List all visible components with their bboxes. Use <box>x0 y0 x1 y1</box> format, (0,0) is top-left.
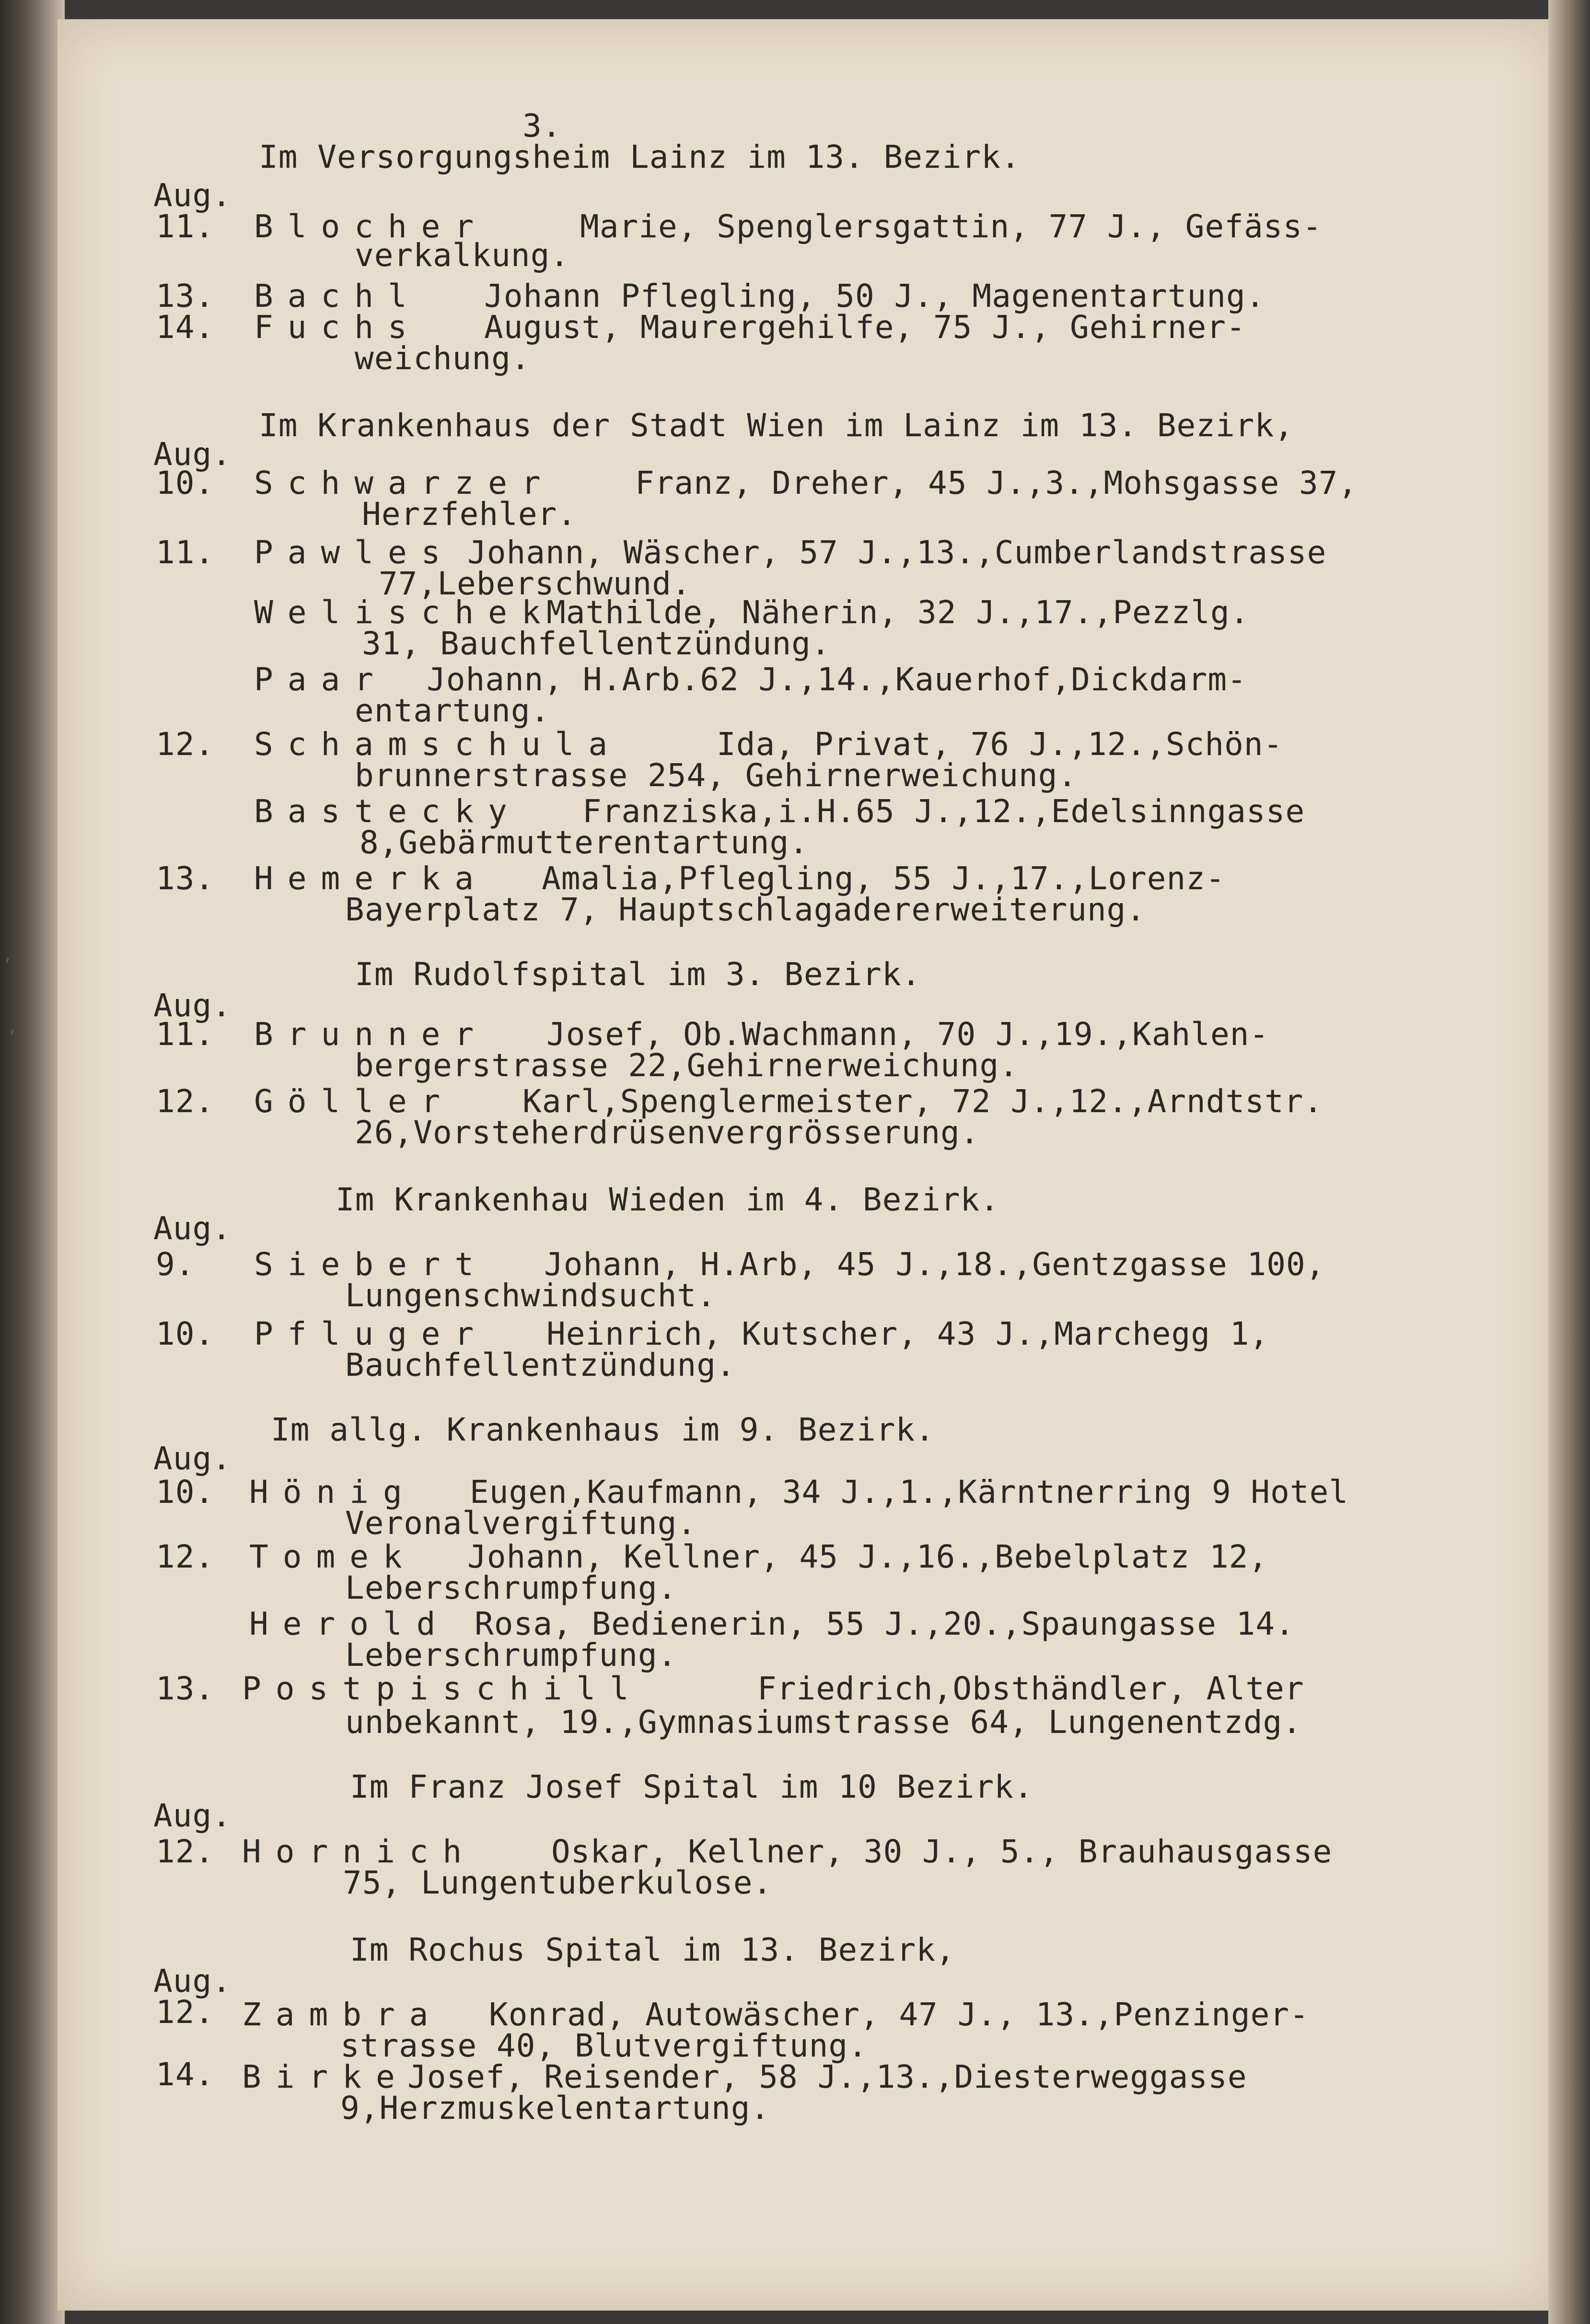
entry-surname: Hornich <box>242 1833 476 1870</box>
entry-surname: Tomek <box>249 1538 417 1575</box>
entry-text: Karl,Spenglermeister, 72 J.,12.,Arndtstr. <box>522 1083 1323 1120</box>
month-label: Aug. <box>153 1797 232 1834</box>
page-edge <box>1548 0 1590 2324</box>
entry-day: 12. <box>156 1994 215 2031</box>
entry-surname: Zambra <box>242 1996 443 2033</box>
section-heading: Im Rudolfspital im 3. Bezirk. <box>355 956 921 993</box>
entry-day: 13. <box>156 1670 215 1707</box>
entry-surname: Göller <box>254 1083 455 1120</box>
entry-text: Heinrich, Kutscher, 43 J.,Marchegg 1, <box>546 1315 1269 1352</box>
entry-text: Franz, Dreher, 45 J.,3.,Mohsgasse 37, <box>635 465 1358 501</box>
entry-text: Lungenschwindsucht. <box>345 1277 716 1314</box>
month-label: Aug. <box>153 1963 232 1999</box>
entry-day: 10. <box>156 1315 215 1352</box>
entry-text: Mathilde, Näherin, 32 J.,17.,Pezzlg. <box>546 594 1250 631</box>
month-label: Aug. <box>153 1440 232 1477</box>
entry-text: Johann, Wäscher, 57 J.,13.,Cumberlandstrasse <box>467 534 1327 571</box>
entry-surname: Pawles <box>254 534 455 571</box>
month-label: Aug. <box>153 177 232 214</box>
entry-surname: Postpischill <box>242 1670 643 1707</box>
entry-day: 11. <box>156 1016 215 1053</box>
entry-text: verkalkung. <box>355 237 570 274</box>
entry-day: 11. <box>156 208 215 245</box>
entry-text: Josef, Ob.Wachmann, 70 J.,19.,Kahlen- <box>546 1016 1269 1053</box>
entry-surname: Welischek <box>254 594 555 631</box>
entry-text: Oskar, Kellner, 30 J., 5., Brauhausgasse <box>551 1833 1333 1870</box>
entry-surname: Bastecky <box>254 793 522 830</box>
entry-text: weichung. <box>355 340 531 377</box>
entry-day: 11. <box>156 534 215 571</box>
entry-surname: Brunner <box>254 1016 488 1053</box>
entry-day: 9. <box>156 1246 195 1283</box>
margin-mark: , <box>9 1011 16 1038</box>
entry-text: Johann Pflegling, 50 J., Magenentartung. <box>484 278 1265 314</box>
entry-day: 13. <box>156 278 215 314</box>
entry-text: Bayerplatz 7, Hauptschlagadererweiterung. <box>345 891 1146 928</box>
entry-surname: Bachl <box>254 278 421 314</box>
section-heading: Im Versorgungsheim Lainz im 13. Bezirk. <box>259 139 1021 175</box>
entry-text: Franziska,i.H.65 J.,12.,Edelsinngasse <box>582 793 1305 830</box>
section-heading: Im Franz Josef Spital im 10 Bezirk. <box>350 1768 1033 1805</box>
entry-text: brunnerstrasse 254, Gehirnerweichung. <box>355 757 1078 794</box>
section-heading: Im allg. Krankenhaus im 9. Bezirk. <box>271 1411 935 1448</box>
entry-text: Johann, Kellner, 45 J.,16.,Bebelplatz 12, <box>467 1538 1268 1575</box>
entry-text: 75, Lungentuberkulose. <box>343 1864 773 1901</box>
entry-text: Konrad, Autowäscher, 47 J., 13.,Penzinger- <box>489 1996 1309 2033</box>
entry-day: 12. <box>156 726 215 763</box>
entry-surname: Paar <box>254 661 388 698</box>
entry-surname: Fuchs <box>254 309 421 346</box>
entry-text: Amalia,Pflegling, 55 J.,17.,Lorenz- <box>542 860 1225 897</box>
entry-text: Johann, H.Arb, 45 J.,18.,Gentzgasse 100, <box>544 1246 1325 1283</box>
entry-text: Leberschrumpfung. <box>345 1569 677 1606</box>
entry-surname: Birke <box>242 2058 409 2095</box>
entry-text: Herzfehler. <box>362 496 577 533</box>
entry-text: Eugen,Kaufmann, 34 J.,1.,Kärntnerring 9 Hotel <box>470 1474 1349 1511</box>
entry-surname: Blocher <box>254 208 488 245</box>
entry-text: entartung. <box>355 692 550 729</box>
entry-text: strasse 40, Blutvergiftung. <box>340 2027 868 2064</box>
entry-day: 12. <box>156 1083 215 1120</box>
entry-day: 10. <box>156 1474 215 1511</box>
entry-day: 10. <box>156 465 215 501</box>
entry-text: Veronalvergiftung. <box>345 1505 697 1542</box>
entry-text: Leberschrumpfung. <box>345 1637 677 1673</box>
entry-surname: Hemerka <box>254 860 488 897</box>
entry-text: 31, Bauchfellentzündung. <box>362 625 831 662</box>
entry-text: unbekannt, 19.,Gymnasiumstrasse 64, Lungenentzdg. <box>345 1704 1302 1741</box>
entry-day: 14. <box>156 309 215 346</box>
entry-day: 12. <box>156 1538 215 1575</box>
section-heading: Im Krankenhau Wieden im 4. Bezirk. <box>336 1181 1000 1218</box>
entry-text: 26,Vorsteherdrüsenvergrösserung. <box>355 1114 980 1151</box>
entry-text: Marie, Spenglersgattin, 77 J., Gefäss- <box>580 208 1322 245</box>
page-number: 3. <box>522 107 562 144</box>
entry-text: Friedrich,Obsthändler, Alter <box>757 1670 1304 1707</box>
book-gutter <box>0 0 65 2324</box>
entry-surname: Siebert <box>254 1246 488 1283</box>
entry-text: Ida, Privat, 76 J.,12.,Schön- <box>717 726 1283 763</box>
entry-surname: Herold <box>249 1605 450 1642</box>
section-heading: Im Krankenhaus der Stadt Wien im Lainz im 13. Bezirk, <box>259 407 1294 444</box>
entry-day: 13. <box>156 860 215 897</box>
entry-text: Johann, H.Arb.62 J.,14.,Kauerhof,Dickdarm- <box>427 661 1247 698</box>
entry-text: 9,Herzmuskelentartung. <box>340 2090 770 2126</box>
entry-text: Josef, Reisender, 58 J.,13.,Diesterweggasse <box>407 2058 1247 2095</box>
entry-day: 12. <box>156 1833 215 1870</box>
entry-text: bergerstrasse 22,Gehirnerweichung. <box>355 1047 1019 1084</box>
entry-text: Bauchfellentzündung. <box>345 1347 736 1383</box>
entry-text: 8,Gebärmutterentartung. <box>360 824 809 861</box>
entry-surname: Pfluger <box>254 1315 488 1352</box>
month-label: Aug. <box>153 436 232 473</box>
margin-mark: , <box>4 940 12 966</box>
entry-surname: Schamschula <box>254 726 622 763</box>
section-heading: Im Rochus Spital im 13. Bezirk, <box>350 1931 955 1968</box>
month-label: Aug. <box>153 987 232 1024</box>
month-label: Aug. <box>153 1210 232 1247</box>
entry-surname: Schwarzer <box>254 465 555 501</box>
entry-day: 14. <box>156 2056 215 2093</box>
entry-surname: Hönig <box>249 1474 417 1511</box>
entry-text: 77,Leberschwund. <box>379 565 691 602</box>
entry-text: August, Maurergehilfe, 75 J., Gehirner- <box>484 309 1246 346</box>
entry-text: Rosa, Bedienerin, 55 J.,20.,Spaungasse 14. <box>475 1605 1295 1642</box>
